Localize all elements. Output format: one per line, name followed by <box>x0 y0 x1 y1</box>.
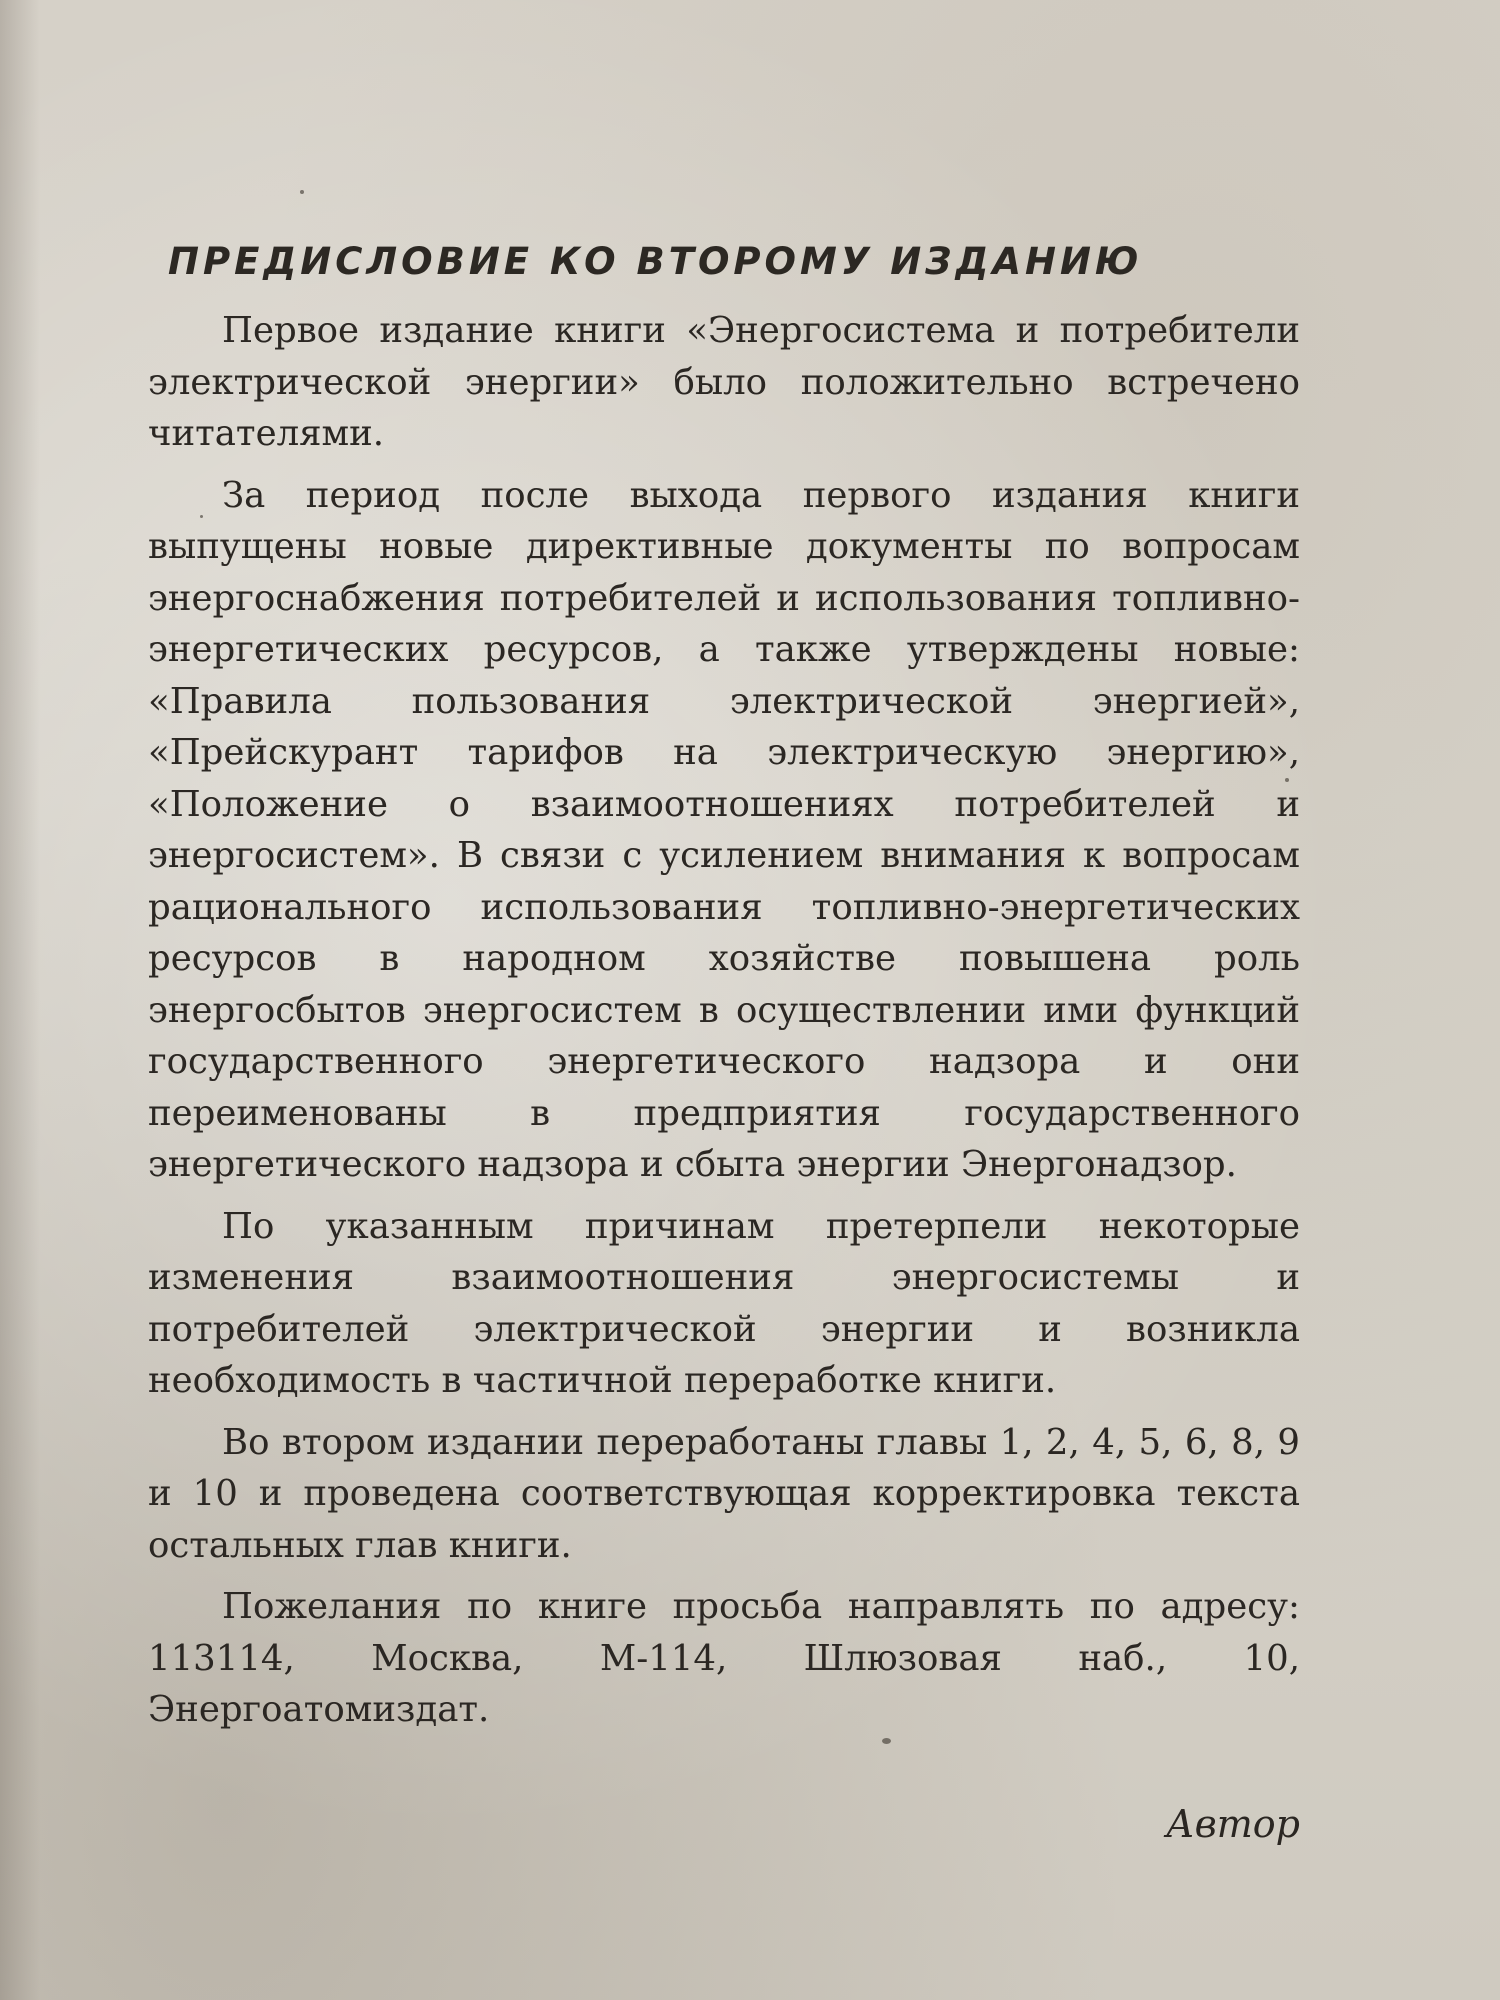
paragraph: Первое издание книги «Энергосистема и потребители электрической энергии» было положительно встречено читателями. <box>148 310 1300 454</box>
paper-speck <box>300 190 304 194</box>
paragraph: Пожелания по книге просьба направлять по адресу: 113114, Москва, М-114, Шлюзовая наб., 10, Энергоатомиздат. <box>148 1586 1300 1730</box>
page-edge-shadow <box>0 0 40 2000</box>
preface-text <box>148 240 1300 1746</box>
paragraph: За период после выхода первого издания книги выпущены новые директивные документы по вопросам энергоснабжения потребителей и использования топливно-энергетических ресурсов, а также утверждены новые: «Правила пользования электрической энергией», «Прейскурант тарифов на электрическую энергию», «Положение о взаимоотношениях потребителей и энергосистем». В связи с усилением внимания к вопросам рационального использования топливно-энергетических ресурсов в народном хозяйстве повышена роль энергосбытов энергосистем в осуществлении ими функций государственного энергетического надзора и они переименованы в предприятия государственного энергетического надзора и сбыта энергии Энергонадзор. <box>148 474 1300 1185</box>
paragraph: По указанным причинам претерпели некоторые изменения взаимоотношения энергосистемы и потребителей электрической энергии и возникла необходимость в частичной переработке книги. <box>148 1205 1300 1401</box>
preface-heading: ПРЕДИСЛОВИЕ КО ВТОРОМУ ИЗДАНИЮ <box>168 240 1143 283</box>
author-signature: Автор <box>1165 1802 1300 1846</box>
paragraph: Во втором издании переработаны главы 1, 2, 4, 5, 6, 8, 9 и 10 и проведена соответствующая корректировка текста остальных глав книги. <box>148 1421 1300 1566</box>
